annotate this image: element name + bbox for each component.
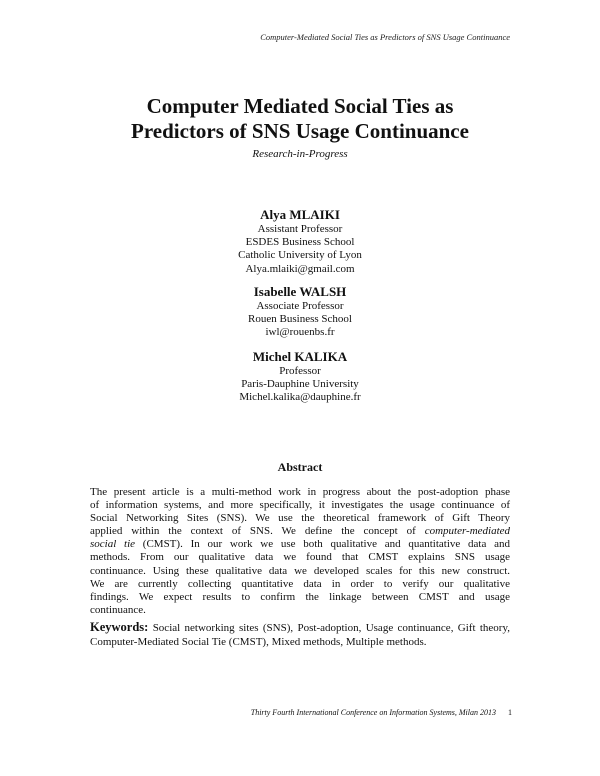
running-head: Computer-Mediated Social Ties as Predictors of SNS Usage Continuance: [260, 32, 510, 42]
abstract-line: The present article is a multi-method work in progress about the post-adoption phase: [90, 486, 510, 498]
author-affiliation: Catholic University of Lyon: [238, 249, 362, 262]
author-affiliation: Paris-Dauphine University: [241, 378, 359, 391]
author-block-mlaiki: [0, 207, 600, 276]
abstract-line: of information systems, and more specifically, it investigates the usage continuance of: [90, 499, 510, 512]
author-email: iwl@rouenbs.fr: [265, 326, 335, 339]
abstract-emphasis: computer-mediated: [424, 525, 511, 538]
author-name: Isabelle WALSH: [253, 284, 347, 299]
abstract-line: methods. From our qualitative data we found that CMST explains SNS usage: [90, 551, 510, 564]
abstract-text: (CMST). In our work we use both qualitative and quantitative data and: [135, 538, 510, 551]
abstract-text: applied within the context of SNS. We define the concept of: [90, 525, 416, 538]
abstract-line: continuance. Using these qualitative data we developed scales for this new construct.: [90, 564, 510, 577]
author-name: Alya MLAIKI: [260, 207, 340, 222]
paper-title: [0, 94, 600, 144]
abstract-line-with-emphasis: [90, 538, 510, 551]
conference-name: Thirty Fourth International Conference on Information Systems, Milan 2013: [250, 708, 496, 717]
author-affiliation: ESDES Business School: [245, 236, 355, 249]
author-block-kalika: [0, 349, 600, 405]
page-number: 1: [508, 708, 512, 717]
abstract-line-with-emphasis: [90, 525, 510, 538]
abstract-emphasis: social tie: [90, 538, 136, 551]
keywords-block: [90, 621, 510, 649]
author-title: Professor: [279, 365, 321, 377]
title-line-1: Computer Mediated Social Ties as: [146, 94, 454, 118]
author-block-walsh: [0, 284, 600, 340]
abstract-heading: Abstract: [277, 460, 323, 474]
author-title: Associate Professor: [256, 300, 344, 312]
author-title: Assistant Professor: [257, 223, 343, 235]
author-email: Michel.kalika@dauphine.fr: [239, 391, 361, 404]
keywords-label: Keywords:: [90, 620, 149, 634]
author-email: Alya.mlaiki@gmail.com: [245, 262, 355, 275]
abstract-line: continuance.: [90, 603, 146, 616]
keywords-text: Social networking sites (SNS), Post-adoption, Usage continuance, Gift theory, Computer-Mediated Social Tie (CMST), Mixed methods, Multiple methods.: [90, 622, 511, 648]
abstract-body: [90, 486, 510, 617]
abstract-line: findings. We expect results to confirm the linkage between CMST and usage: [90, 590, 510, 603]
abstract-line: We are currently collecting quantitative data in order to verify our qualitative: [90, 577, 510, 590]
author-affiliation: Rouen Business School: [248, 313, 352, 326]
title-line-2: Predictors of SNS Usage Continuance: [131, 119, 469, 143]
author-name: Michel KALIKA: [252, 349, 348, 364]
abstract-line: Social Networking Sites (SNS). We use the theoretical framework of Gift Theory: [90, 512, 510, 525]
page-footer: [251, 708, 512, 717]
paper-subtitle: Research-in-Progress: [252, 148, 348, 160]
